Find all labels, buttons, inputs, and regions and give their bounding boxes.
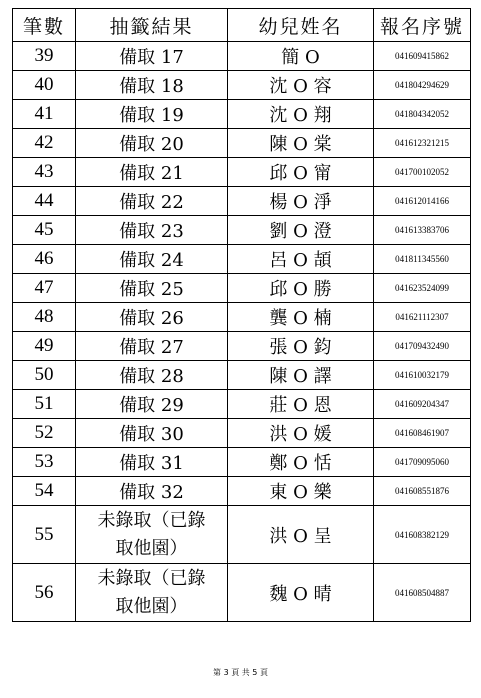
- row-number: 47: [13, 274, 76, 303]
- table-row: [13, 245, 471, 274]
- table-header-row: [13, 9, 471, 42]
- row-child-name: 沈 O 容: [228, 71, 374, 100]
- row-lottery-result: 備取 27: [76, 332, 228, 361]
- table-row: [13, 506, 471, 564]
- row-number: 46: [13, 245, 76, 274]
- table-row: [13, 216, 471, 245]
- row-registration-no: 041804342052: [374, 100, 471, 129]
- table-row: [13, 419, 471, 448]
- row-child-name: 陳 O 譯: [228, 361, 374, 390]
- header-number: 筆數: [13, 9, 76, 42]
- row-registration-no: 041608382129: [374, 506, 471, 564]
- row-lottery-result: 備取 25: [76, 274, 228, 303]
- row-number: 40: [13, 71, 76, 100]
- row-child-name: 沈 O 翔: [228, 100, 374, 129]
- row-child-name: 張 O 鈞: [228, 332, 374, 361]
- row-lottery-result-text: 未錄取（已錄取他園）: [97, 509, 206, 559]
- row-number: 49: [13, 332, 76, 361]
- row-child-name: 龔 O 楠: [228, 303, 374, 332]
- lottery-results-table: [12, 8, 471, 622]
- row-number: 45: [13, 216, 76, 245]
- row-lottery-result: 備取 17: [76, 42, 228, 71]
- row-number: 53: [13, 448, 76, 477]
- row-number: 52: [13, 419, 76, 448]
- row-lottery-result: [76, 506, 228, 564]
- row-child-name: 東 O 樂: [228, 477, 374, 506]
- row-registration-no: 041608461907: [374, 419, 471, 448]
- row-registration-no: 041709095060: [374, 448, 471, 477]
- row-child-name: 楊 O 淨: [228, 187, 374, 216]
- row-number: 41: [13, 100, 76, 129]
- row-lottery-result: 備取 22: [76, 187, 228, 216]
- row-registration-no: 041612321215: [374, 129, 471, 158]
- row-number: 50: [13, 361, 76, 390]
- row-lottery-result: 備取 32: [76, 477, 228, 506]
- row-registration-no: 041613383706: [374, 216, 471, 245]
- row-number: 54: [13, 477, 76, 506]
- header-child-name: 幼兒姓名: [228, 9, 374, 42]
- row-registration-no: 041709432490: [374, 332, 471, 361]
- header-registration-no: 報名序號: [374, 9, 471, 42]
- row-child-name: 陳 O 棠: [228, 129, 374, 158]
- row-registration-no: 041609415862: [374, 42, 471, 71]
- table-row: [13, 129, 471, 158]
- row-number: 48: [13, 303, 76, 332]
- row-lottery-result: 備取 20: [76, 129, 228, 158]
- row-lottery-result: 備取 26: [76, 303, 228, 332]
- table-row: [13, 100, 471, 129]
- row-lottery-result: 備取 28: [76, 361, 228, 390]
- row-lottery-result: 備取 31: [76, 448, 228, 477]
- row-number: 42: [13, 129, 76, 158]
- row-child-name: 邱 O 勝: [228, 274, 374, 303]
- row-child-name: 洪 O 呈: [228, 506, 374, 564]
- table-row: [13, 448, 471, 477]
- row-lottery-result: 備取 21: [76, 158, 228, 187]
- table-row: [13, 303, 471, 332]
- row-number: 56: [13, 564, 76, 622]
- row-lottery-result: [76, 564, 228, 622]
- row-lottery-result: 備取 18: [76, 71, 228, 100]
- row-registration-no: 041700102052: [374, 158, 471, 187]
- table-row: [13, 361, 471, 390]
- row-registration-no: 041804294629: [374, 71, 471, 100]
- row-registration-no: 041621112307: [374, 303, 471, 332]
- row-number: 43: [13, 158, 76, 187]
- table-row: [13, 564, 471, 622]
- row-child-name: 鄭 O 恬: [228, 448, 374, 477]
- row-child-name: 簡 O: [228, 42, 374, 71]
- row-registration-no: 041608504887: [374, 564, 471, 622]
- table-row: [13, 477, 471, 506]
- row-registration-no: 041811345560: [374, 245, 471, 274]
- row-child-name: 洪 O 媛: [228, 419, 374, 448]
- row-lottery-result: 備取 19: [76, 100, 228, 129]
- header-lottery-result: 抽籤結果: [76, 9, 228, 42]
- row-lottery-result: 備取 23: [76, 216, 228, 245]
- row-registration-no: 041608551876: [374, 477, 471, 506]
- row-registration-no: 041610032179: [374, 361, 471, 390]
- row-child-name: 邱 O 甯: [228, 158, 374, 187]
- row-child-name: 呂 O 頡: [228, 245, 374, 274]
- row-number: 51: [13, 390, 76, 419]
- table-row: [13, 187, 471, 216]
- table-row: [13, 158, 471, 187]
- row-registration-no: 041609204347: [374, 390, 471, 419]
- row-child-name: 魏 O 晴: [228, 564, 374, 622]
- row-number: 55: [13, 506, 76, 564]
- table-row: [13, 274, 471, 303]
- table-row: [13, 390, 471, 419]
- row-lottery-result-text: 未錄取（已錄取他園）: [97, 567, 206, 617]
- row-number: 44: [13, 187, 76, 216]
- row-lottery-result: 備取 30: [76, 419, 228, 448]
- row-number: 39: [13, 42, 76, 71]
- row-child-name: 劉 O 澄: [228, 216, 374, 245]
- row-lottery-result: 備取 29: [76, 390, 228, 419]
- table-row: [13, 42, 471, 71]
- table-row: [13, 71, 471, 100]
- row-child-name: 莊 O 恩: [228, 390, 374, 419]
- row-registration-no: 041623524099: [374, 274, 471, 303]
- row-registration-no: 041612014166: [374, 187, 471, 216]
- page-footer: 第 3 頁 共 5 頁: [213, 668, 268, 677]
- table-row: [13, 332, 471, 361]
- row-lottery-result: 備取 24: [76, 245, 228, 274]
